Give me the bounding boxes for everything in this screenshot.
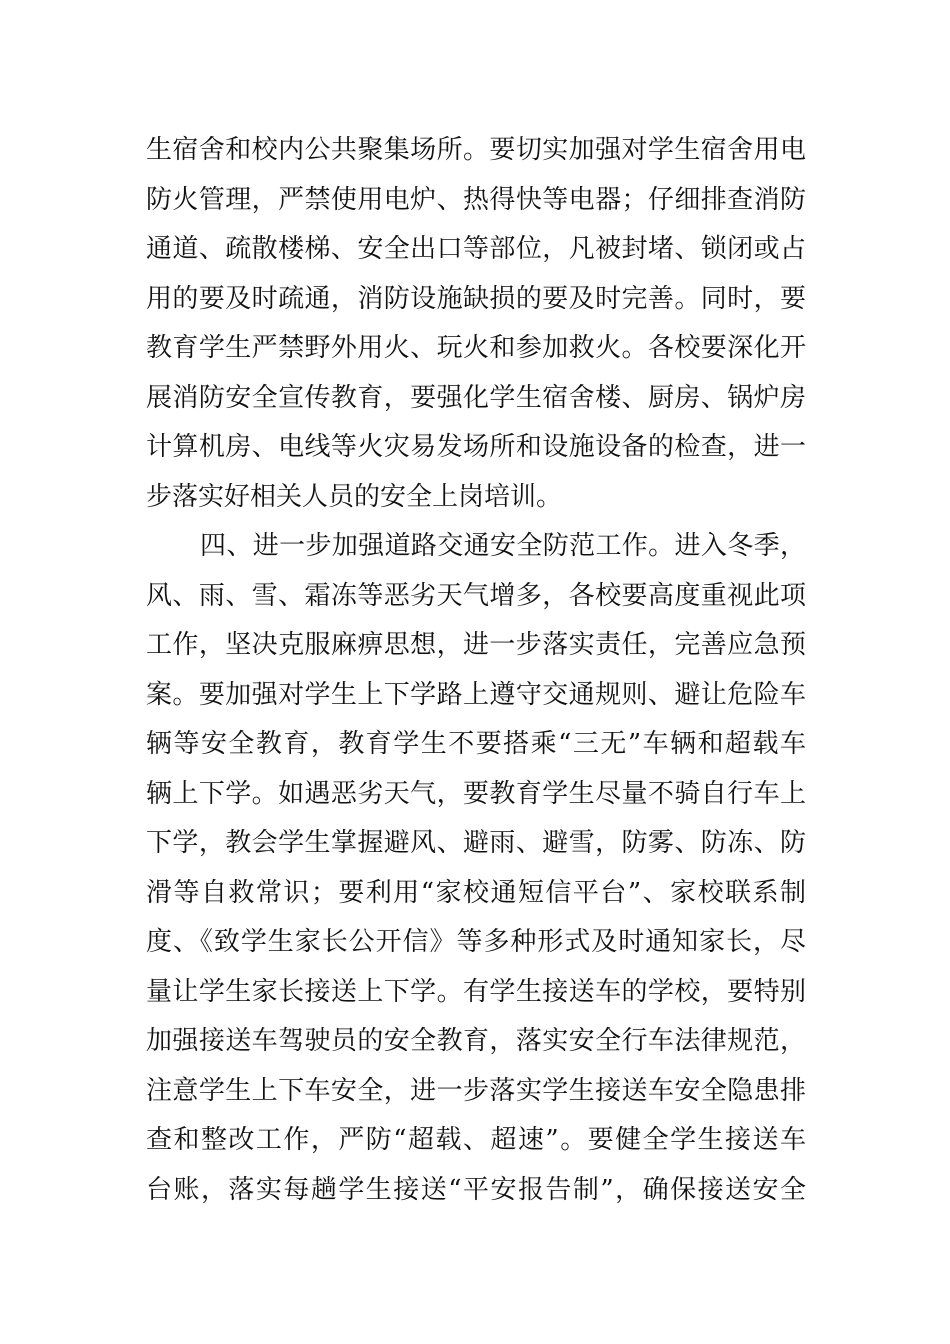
text-line: 用的要及时疏通，消防设施缺损的要及时完善。同时，要 <box>146 283 806 314</box>
text-line: 计算机房、电线等火灾易发场所和设施设备的检查，进一 <box>146 432 806 462</box>
text-line: 台账，落实每趟学生接送“平安报告制”，确保接送安全 <box>146 1174 806 1205</box>
text-line: 滑等自救常识；要利用“家校通短信平台”、家校联系制 <box>146 877 806 908</box>
text-line: 展消防安全宣传教育，要强化学生宿舍楼、厨房、锅炉房 <box>146 382 806 413</box>
text-line: 风、雨、雪、霜冻等恶劣天气增多，各校要高度重视此项 <box>146 580 806 611</box>
text-line: 通道、疏散楼梯、安全出口等部位，凡被封堵、锁闭或占 <box>146 234 806 264</box>
text-line: 下学，教会学生掌握避风、避雨、避雪，防雾、防冻、防 <box>146 828 806 858</box>
text-line: 量让学生家长接送上下学。有学生接送车的学校，要特别 <box>146 976 806 1007</box>
section-heading-line: 四、进一步加强道路交通安全防范工作。进入冬季， <box>200 531 806 561</box>
text-line: 教育学生严禁野外用火、玩火和参加救火。各校要深化开 <box>146 333 806 363</box>
text-line: 生宿舍和校内公共聚集场所。要切实加强对学生宿舍用电 <box>146 135 806 165</box>
text-line: 辆等安全教育，教育学生不要搭乘“三无”车辆和超载车 <box>146 729 806 759</box>
text-line: 度、《致学生家长公开信》等多种形式及时通知家长，尽 <box>146 927 806 957</box>
text-line: 防火管理，严禁使用电炉、热得快等电器；仔细排查消防 <box>146 184 806 215</box>
text-line: 步落实好相关人员的安全上岗培训。 <box>146 481 563 512</box>
text-line: 辆上下学。如遇恶劣天气，要教育学生尽量不骑自行车上 <box>146 778 806 809</box>
text-line: 加强接送车驾驶员的安全教育，落实安全行车法律规范， <box>146 1026 806 1056</box>
text-line: 工作，坚决克服麻痹思想，进一步落实责任，完善应急预 <box>146 630 806 660</box>
text-line: 注意学生上下车安全，进一步落实学生接送车安全隐患排 <box>146 1075 806 1106</box>
text-line: 查和整改工作，严防“超载、超速”。要健全学生接送车 <box>146 1125 806 1155</box>
document-body <box>146 126 806 1215</box>
text-line: 案。要加强对学生上下学路上遵守交通规则、避让危险车 <box>146 679 806 710</box>
